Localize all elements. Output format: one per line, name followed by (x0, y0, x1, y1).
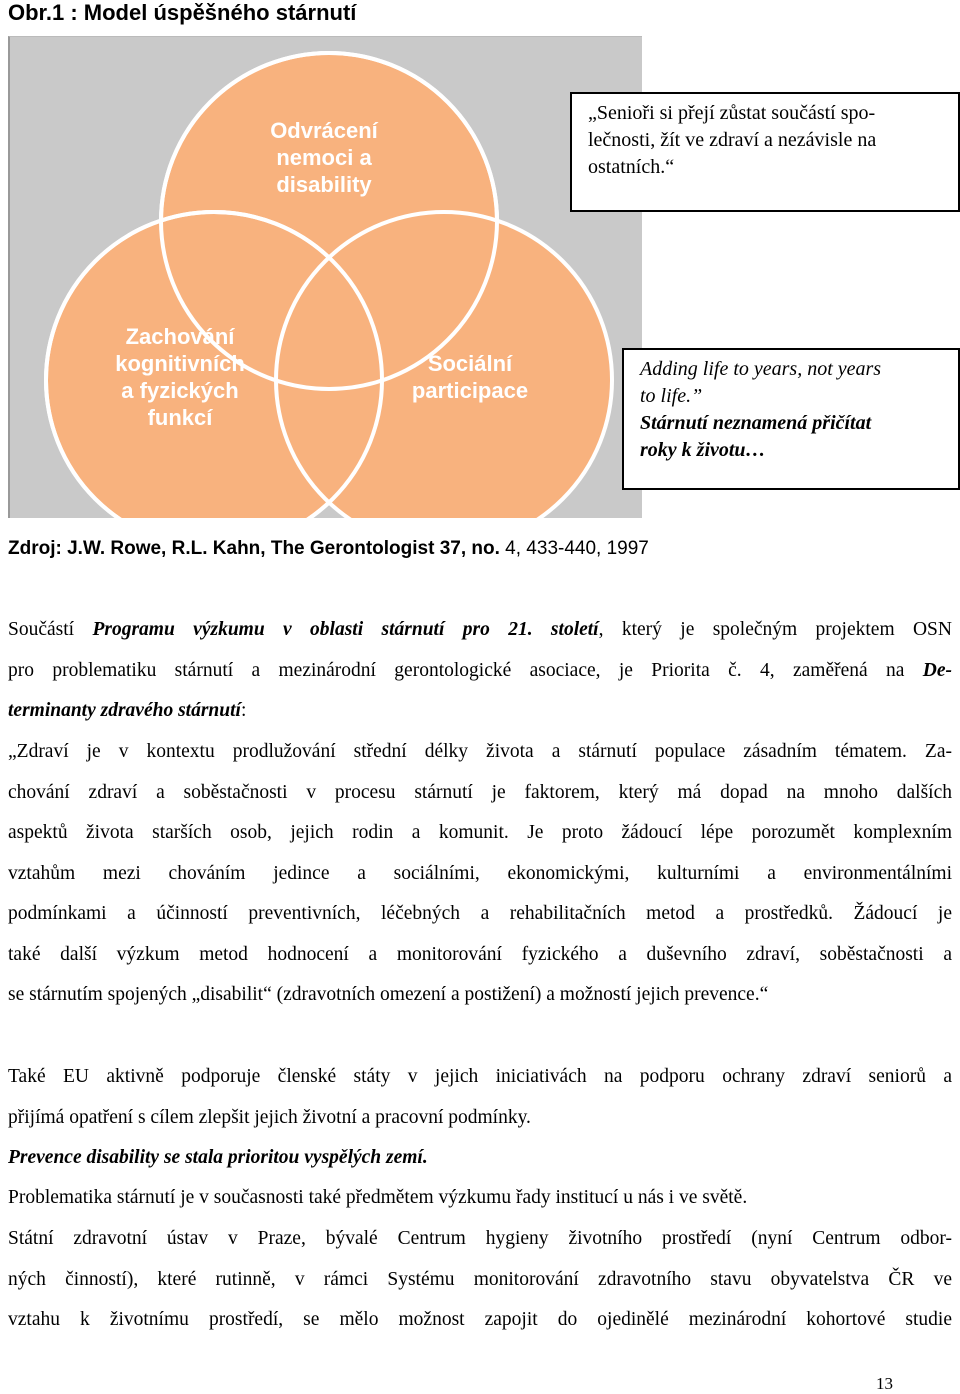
determinants-title: terminanty zdravého stárnutí (8, 700, 241, 721)
venn-diagram (8, 36, 642, 518)
quote1-line: „Senioři si přejí zůstat součástí spo- (588, 102, 876, 124)
paragraph-line: vztahům mezi chováním jedince a sociálními, ekonomickými, kulturními a environmentálními (8, 862, 952, 884)
quote2-line: to life.” (640, 385, 703, 407)
quote1-line: ostatních.“ (588, 156, 675, 178)
venn-label-top-1: Odvrácení (270, 118, 378, 143)
paragraph-line: terminanty zdravého stárnutí: (8, 700, 247, 721)
paragraph-line: aspektů života starších osob, jejich rodin a komunit. Je proto žádoucí lépe porozumět komplexním (8, 822, 952, 843)
paragraph-szu (8, 1219, 952, 1341)
quote-box-seniors (570, 92, 960, 212)
venn-label-right-1: Sociální (427, 351, 513, 376)
paragraph-line: vztahu k životnímu prostředí, se mělo možnost zapojit do ojedinělé mezinárodní kohortové studie (8, 1309, 952, 1330)
paragraph-research: Problematika stárnutí je v současnosti také předmětem výzkumu řady institucí u nás i ve světě. (8, 1187, 748, 1208)
paragraph-line: se stárnutím spojených „disabilit“ (zdravotních omezení a postižení) a možností jejich prevence.“ (8, 984, 769, 1005)
paragraph-prevention (8, 1138, 952, 1179)
paragraph-line: „Zdraví je v kontextu prodlužování střední délky života a stárnutí populace zásadním tématem. Za- (8, 741, 952, 762)
source-rest: 4, 433-440, 1997 (499, 538, 649, 559)
paragraph-line: Státní zdravotní ústav v Praze, bývalé Centrum hygieny životního prostředí (nyní Centrum odbor- (8, 1228, 952, 1249)
venn-label-left-4: funkcí (147, 405, 213, 430)
venn-label-top-3: disability (276, 172, 372, 197)
paragraph-quote (8, 732, 952, 1016)
paragraph-line: pro problematiku stárnutí a mezinárodní gerontologické asociace, je Priorita č. 4, zaměřená na De- (8, 659, 952, 681)
prevention-statement: Prevence disability se stala prioritou vyspělých zemí. (8, 1147, 428, 1168)
paragraph-line: přijímá opatření s cílem zlepšit jejich životní a pracovní podmínky. (8, 1106, 531, 1128)
quote-box-adding-life (622, 348, 960, 490)
paragraph-line: podmínkami a účinností preventivních, léčebných a rehabilitačních metod a prostředků. Žádoucí je (8, 903, 952, 924)
venn-label-right-2: participace (411, 378, 529, 403)
source-bold: Zdroj: J.W. Rowe, R.L. Kahn, The Gerontologist 37, no. (8, 538, 500, 559)
paragraph-line: Také EU aktivně podporuje členské státy v jejich iniciativách na podporu ochrany zdraví seniorů a (8, 1066, 952, 1087)
venn-label-top-2: nemoci a (276, 145, 372, 170)
paragraph-line: chování zdraví a soběstačnosti v procesu stárnutí je faktorem, který má dopad na mnoho dalších (8, 781, 952, 803)
program-title: Programu výzkumu v oblasti stárnutí pro 21. století (92, 619, 599, 640)
figure-title: Obr.1 : Model úspěšného stárnutí (8, 0, 357, 25)
venn-label-left-1: Zachování (125, 324, 235, 349)
figure-source (8, 538, 649, 560)
quote1-line: lečnosti, žít ve zdraví a nezávisle na (588, 129, 877, 151)
page-number: 13 (876, 1374, 893, 1393)
paragraph-eu (8, 1057, 952, 1138)
paragraph-line: ných činností), které rutinně, v rámci Systému monitorování zdravotního stavu obyvatelstva ČR ve (8, 1268, 952, 1290)
quote2-line-bold: roky k životu… (640, 439, 766, 461)
venn-label-left-2: kognitivních (115, 351, 245, 376)
paragraph-program (8, 610, 952, 732)
paragraph-line: také další výzkum metod hodnocení a monitorování fyzického a duševního zdraví, soběstačnosti a (8, 943, 952, 965)
quote2-line-bold: Stárnutí neznamená přičítat (640, 412, 872, 434)
quote2-line: Adding life to years, not years (640, 358, 882, 380)
venn-label-left-3: a fyzických (121, 378, 239, 403)
paragraph-line: Součástí Programu výzkumu v oblasti stárnutí pro 21. století, který je společným projektem OSN (8, 619, 952, 640)
